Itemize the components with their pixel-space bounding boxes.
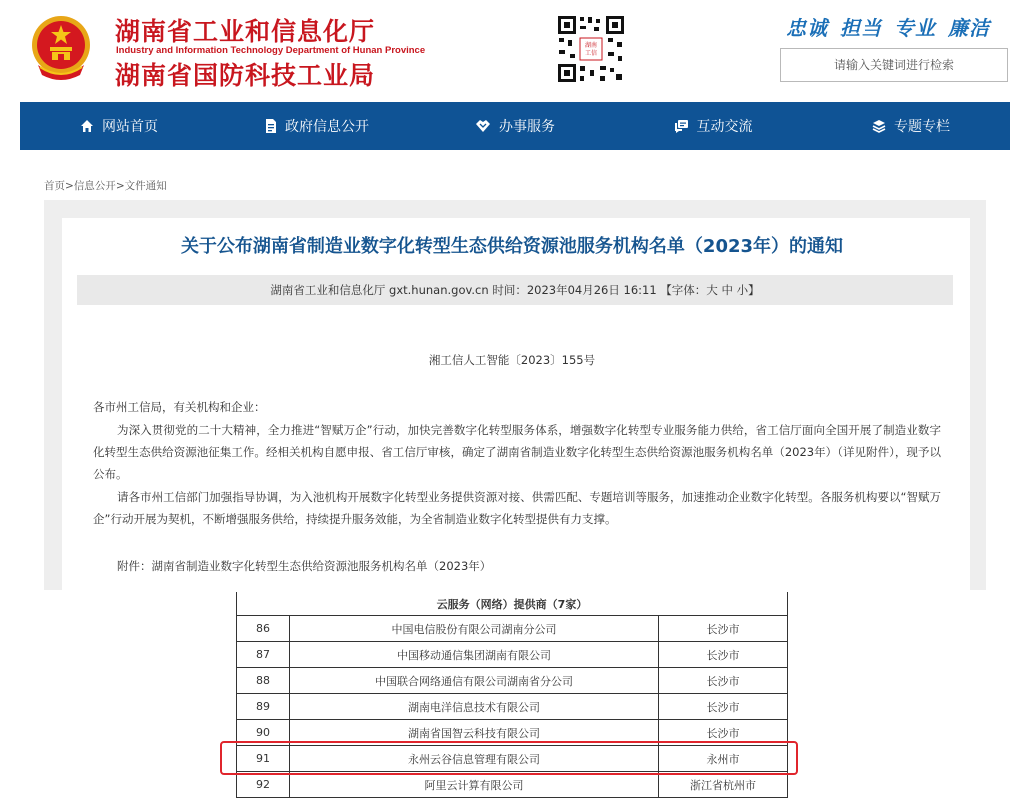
slogan-word: 担当 [840,16,882,40]
org-city: 长沙市 [659,616,788,642]
site-header [0,0,1024,100]
nav-item-label: 专题专栏 [894,119,950,135]
breadcrumb-notices[interactable]: 文件通知 [124,180,167,192]
slogan-word: 专业 [894,16,936,40]
breadcrumb-info[interactable]: 信息公开 [73,180,116,192]
org-name: 中国移动通信集团湖南有限公司 [290,642,659,668]
paragraph-1: 为深入贯彻党的二十大精神，全力推进“智赋万企”行动，加快完善数字化转型服务体系，增强数字化转型专业服务能力供给，省工信厅面向全国开展了制造业数字化转型生态供给资源池征集工作。经相关机构自愿申报、省工信厅审核，确定了湖南省制造业数字化转型生态供给资源池服务机构名单（2023年）（详见附件），现予以公布。 [93,423,941,481]
paragraph-2: 请各市州工信部门加强指导协调，为入池机构开展数字化转型业务提供资源对接、供需匹配、专题培训等服务，加速推动企业数字化转型。各服务机构要以“智赋万企”行动开展为契机，不断增强服务供给，持续提升服务效能，为全省制造业数字化转型提供有力支撑。 [93,490,941,526]
nav-item-topics[interactable] [812,102,1010,150]
slogan-word: 廉洁 [948,16,990,40]
layers-icon [872,119,886,133]
row-number: 91 [237,746,290,772]
table-row [237,772,788,798]
row-number: 92 [237,772,290,798]
document-number: 湘工信人工智能〔2023〕155号 [428,353,596,367]
office-name-cn: 湖南省国防科技工业局 [115,61,376,90]
org-name: 永州云谷信息管理有限公司 [290,746,659,772]
nav-item-gov-info[interactable] [218,102,416,150]
breadcrumb-home[interactable]: 首页 [44,180,65,192]
row-number: 89 [237,694,290,720]
slogan [786,12,1002,41]
handshake-icon [475,119,491,133]
highlight-box [220,741,798,775]
search-input[interactable]: 请输入关键词进行检索 [780,48,1008,82]
breadcrumb-separator: > [115,180,125,192]
dept-name-cn: 湖南省工业和信息化厅 [115,17,376,46]
org-city: 永州市 [659,746,788,772]
org-city: 长沙市 [659,720,788,746]
breadcrumb-separator: > [65,180,74,192]
home-icon [80,119,94,133]
row-number: 88 [237,668,290,694]
org-name: 中国电信股份有限公司湖南分公司 [290,616,659,642]
chat-icon [674,119,689,133]
breadcrumb [44,178,167,193]
slogan-word: 忠诚 [786,16,828,40]
table-section-header: 云服务（网络）提供商（7家） [237,592,788,616]
row-number: 90 [237,720,290,746]
org-name: 湖南电洋信息技术有限公司 [290,694,659,720]
org-name: 中国联合网络通信有限公司湖南省分公司 [290,668,659,694]
org-name: 阿里云计算有限公司 [290,772,659,798]
main-nav [20,102,1010,150]
salutation: 各市州工信局，有关机构和企业： [93,400,266,414]
row-number: 87 [237,642,290,668]
org-city: 浙江省杭州市 [659,772,788,798]
nav-item-services[interactable] [416,102,614,150]
nav-item-label: 办事服务 [499,119,555,135]
document-icon [265,119,277,133]
article-title: 关于公布湖南省制造业数字化转型生态供给资源池服务机构名单（2023年）的通知 [180,236,844,257]
svg-text:工信: 工信 [584,50,598,57]
table-row [237,642,788,668]
org-city: 长沙市 [659,694,788,720]
org-city: 长沙市 [659,642,788,668]
svg-text:湖南: 湖南 [584,42,598,49]
attachment-link[interactable]: 附件：湖南省制造业数字化转型生态供给资源池服务机构名单（2023年） [117,559,492,573]
article-meta: 湖南省工业和信息化厅 gxt.hunan.gov.cn 时间：2023年04月26日 16:11 【字体：大 中 小】 [77,275,953,305]
nav-item-label: 互动交流 [696,119,753,135]
row-number: 86 [237,616,290,642]
nav-item-home[interactable] [20,102,218,150]
nav-item-interaction[interactable] [614,102,812,150]
dept-name-en: Industry and Information Technology Department of Hunan Province [116,45,426,56]
nav-item-label: 网站首页 [102,119,158,135]
org-name: 湖南省国智云科技有限公司 [290,720,659,746]
org-city: 长沙市 [659,668,788,694]
table-row [237,668,788,694]
qr-code-icon[interactable] [556,14,626,84]
national-emblem-icon [30,13,92,83]
table-row [237,694,788,720]
nav-item-label: 政府信息公开 [285,119,369,135]
table-row [237,616,788,642]
